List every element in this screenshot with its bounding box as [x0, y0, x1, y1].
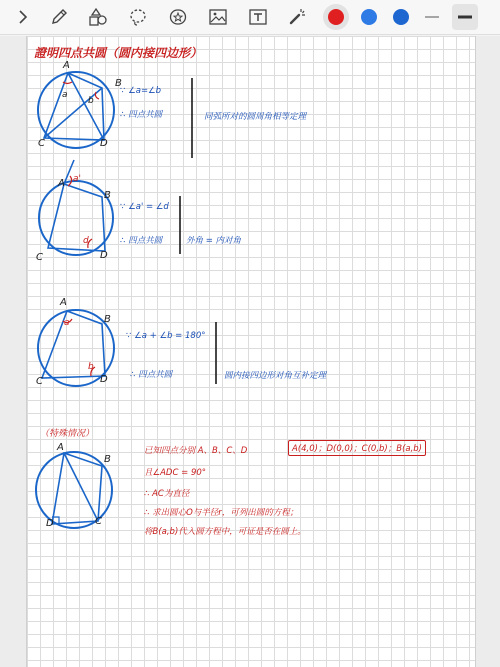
label-A: A [63, 60, 70, 71]
label-D: D [46, 518, 54, 529]
color-dark-blue-swatch[interactable] [393, 9, 409, 25]
angle-b-label: b [88, 96, 94, 106]
label-B: B [104, 454, 111, 465]
sec4-line1: 已知四点分别 A、B、C、D [144, 446, 248, 456]
sticker-icon[interactable] [167, 0, 189, 34]
shape-tool-icon[interactable] [86, 0, 110, 34]
sec4-heading: （特殊情况） [40, 429, 95, 439]
sec4-line4: ∴ 求出圆心O与半径r，可列出圆的方程； [144, 508, 299, 518]
label-B: B [104, 314, 111, 325]
label-D: D [100, 250, 108, 261]
sec2-divider [178, 196, 182, 254]
sec4-line5: 将B(a,b)代入圆方程中，可证是否在圆上。 [144, 527, 306, 537]
angle-a-label: a [62, 90, 68, 100]
sec3-reason: 圆内接四边形对角互补定理 [224, 371, 327, 381]
angle-a-prime-label: a' [73, 174, 81, 184]
sec1-divider [190, 78, 194, 158]
laser-pointer-icon[interactable] [286, 0, 308, 34]
pen-icon[interactable] [48, 0, 70, 34]
sec4-line3: ∴ AC为直径 [144, 489, 190, 499]
label-C: C [38, 138, 45, 149]
sec4-line2: 且∠ADC = 90° [144, 468, 207, 478]
label-C: C [95, 516, 102, 527]
label-C: C [36, 252, 43, 263]
sec2-because: ∵ ∠a' = ∠d [120, 202, 169, 212]
right-margin [474, 36, 500, 667]
sec4-coords-box: A(4,0)；D(0,0)；C(0,b)；B(a,b) [288, 440, 426, 456]
color-red-swatch[interactable] [328, 9, 344, 25]
sec3-divider [214, 322, 218, 384]
label-C: C [36, 376, 43, 387]
color-blue-swatch[interactable] [361, 9, 377, 25]
label-B: B [115, 78, 122, 89]
sec2-therefore: ∴ 四点共圆 [120, 236, 163, 246]
page-title: 證明四点共圆（圆内接四边形） [34, 46, 203, 60]
label-D: D [100, 138, 108, 149]
lasso-icon[interactable] [127, 0, 149, 34]
thin-line-icon[interactable] [421, 0, 443, 34]
sec1-because: ∵ ∠a=∠b [120, 86, 162, 96]
toolbar [0, 0, 500, 35]
label-D: D [100, 374, 108, 385]
sec1-reason: 同弧所对的圆周角相等定理 [204, 112, 307, 122]
angle-d-label: d [83, 236, 89, 246]
label-A: A [57, 442, 64, 453]
sec3-because: ∵ ∠a + ∠b = 180° [126, 331, 206, 341]
sec1-therefore: ∴ 四点共圆 [120, 110, 163, 120]
text-box-icon[interactable] [247, 0, 269, 34]
sec3-therefore: ∴ 四点共圆 [130, 370, 173, 380]
angle-b-label: b [88, 362, 94, 372]
image-icon[interactable] [207, 0, 229, 34]
left-margin [0, 36, 26, 667]
thick-line-icon[interactable] [452, 4, 478, 30]
label-A: A [58, 178, 65, 189]
sec2-reason: 外角 = 内对角 [186, 236, 242, 246]
angle-a-label: a [64, 318, 70, 328]
label-A: A [60, 297, 67, 308]
chevron-right-icon[interactable] [14, 0, 32, 34]
label-B: B [104, 190, 111, 201]
